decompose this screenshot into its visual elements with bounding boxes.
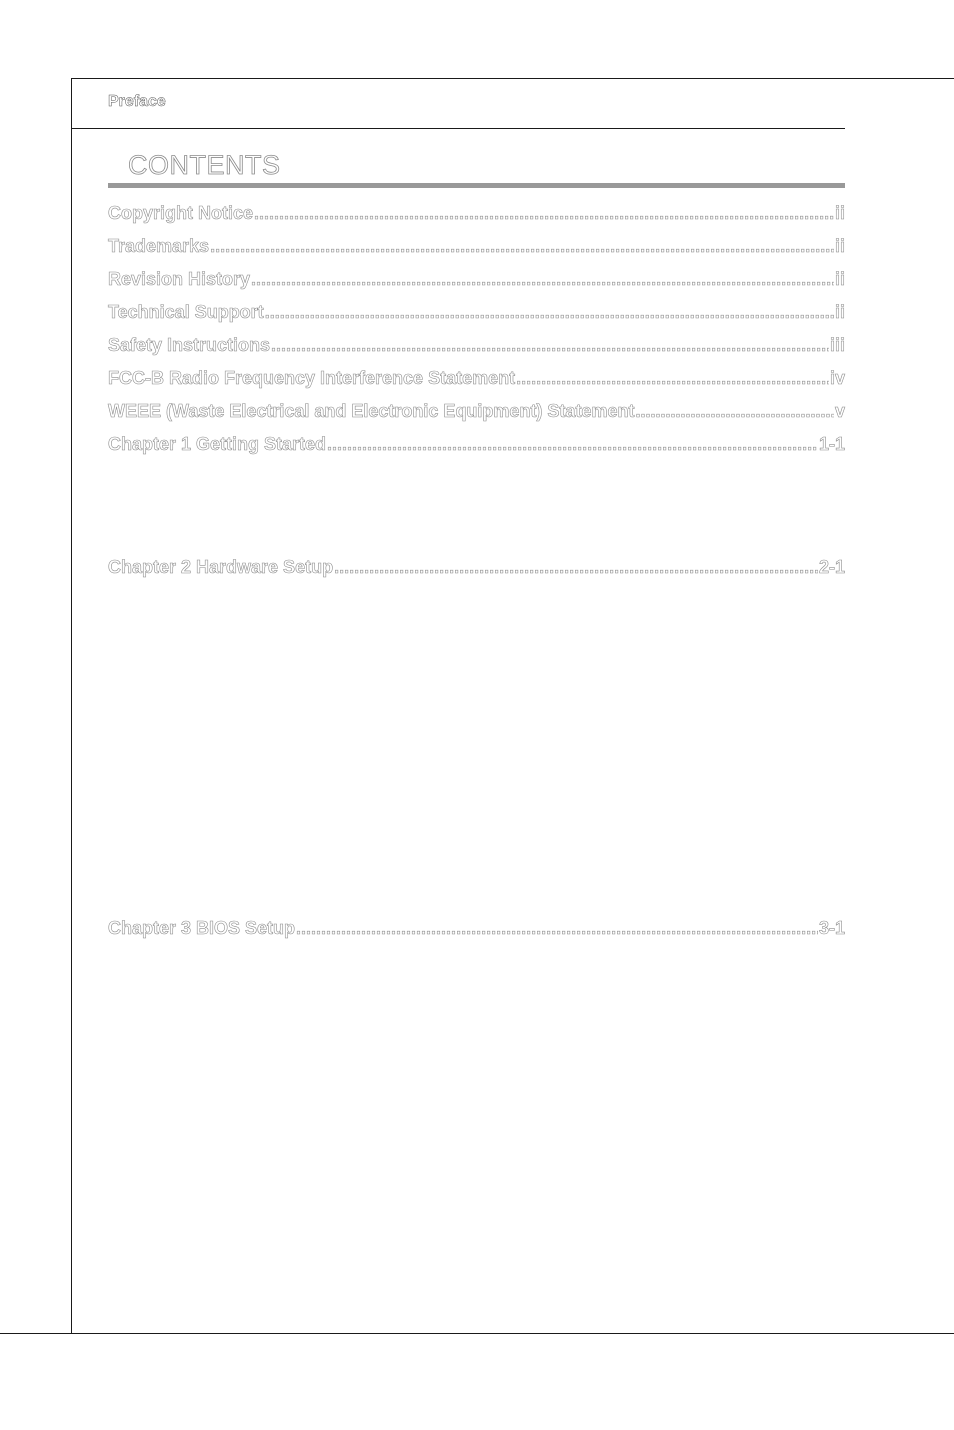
toc-entry-page: iii <box>829 335 845 355</box>
toc-leader-dots <box>271 335 829 356</box>
toc-entry-page: ii <box>834 269 845 289</box>
toc-entry-page: v <box>834 401 845 421</box>
toc-entry-chapter-1[interactable] <box>108 434 845 458</box>
toc-entry-copyright-notice[interactable] <box>108 203 845 227</box>
toc-leader-dots <box>516 368 829 389</box>
toc-entry-fcc-b-statement[interactable] <box>108 368 845 392</box>
header-rule <box>71 128 845 129</box>
toc-entry-page: ii <box>834 302 845 322</box>
toc-entry-label: Technical Support <box>108 302 264 322</box>
toc-leader-dots <box>327 434 818 455</box>
toc-entry-label: Safety Instructions <box>108 335 271 355</box>
toc-entry-label: Chapter 2 Hardware Setup <box>108 557 334 577</box>
toc-entry-revision-history[interactable] <box>108 269 845 293</box>
toc-entry-label: Copyright Notice <box>108 203 254 223</box>
toc-entry-trademarks[interactable] <box>108 236 845 260</box>
page-frame-top-line <box>71 78 954 79</box>
toc-entry-weee-statement[interactable] <box>108 401 845 425</box>
toc-entry-safety-instructions[interactable] <box>108 335 845 359</box>
toc-entry-label: WEEE (Waste Electrical and Electronic Equipment) Statement <box>108 401 635 421</box>
toc-leader-dots <box>251 269 834 290</box>
toc-entry-label: FCC-B Radio Frequency Interference Statement <box>108 368 516 388</box>
toc-entry-page: iv <box>829 368 845 388</box>
toc-entry-label: Chapter 3 BIOS Setup <box>108 918 296 938</box>
toc-entry-label: Revision History <box>108 269 251 289</box>
title-underline-bar <box>108 183 845 188</box>
toc-leader-dots <box>254 203 834 224</box>
toc-entry-chapter-3[interactable] <box>108 918 845 942</box>
toc-leader-dots <box>635 401 834 422</box>
toc-leader-dots <box>210 236 834 257</box>
page-frame-left-line <box>71 78 72 1334</box>
toc-leader-dots <box>334 557 818 578</box>
page-title: CONTENTS <box>128 150 281 180</box>
toc-entry-page: 3-1 <box>818 918 845 938</box>
toc-leader-dots <box>265 302 834 323</box>
toc-entry-page: ii <box>834 236 845 256</box>
toc-entry-technical-support[interactable] <box>108 302 845 326</box>
toc-entry-page: ii <box>834 203 845 223</box>
toc-entry-chapter-2[interactable] <box>108 557 845 581</box>
toc-entry-page: 2-1 <box>818 557 845 577</box>
section-label: Preface <box>108 93 166 110</box>
toc-entry-page: 1-1 <box>818 434 845 454</box>
toc-entry-label: Trademarks <box>108 236 210 256</box>
page-frame-bottom-line <box>0 1333 954 1334</box>
toc-leader-dots <box>296 918 818 939</box>
toc-entry-label: Chapter 1 Getting Started <box>108 434 327 454</box>
